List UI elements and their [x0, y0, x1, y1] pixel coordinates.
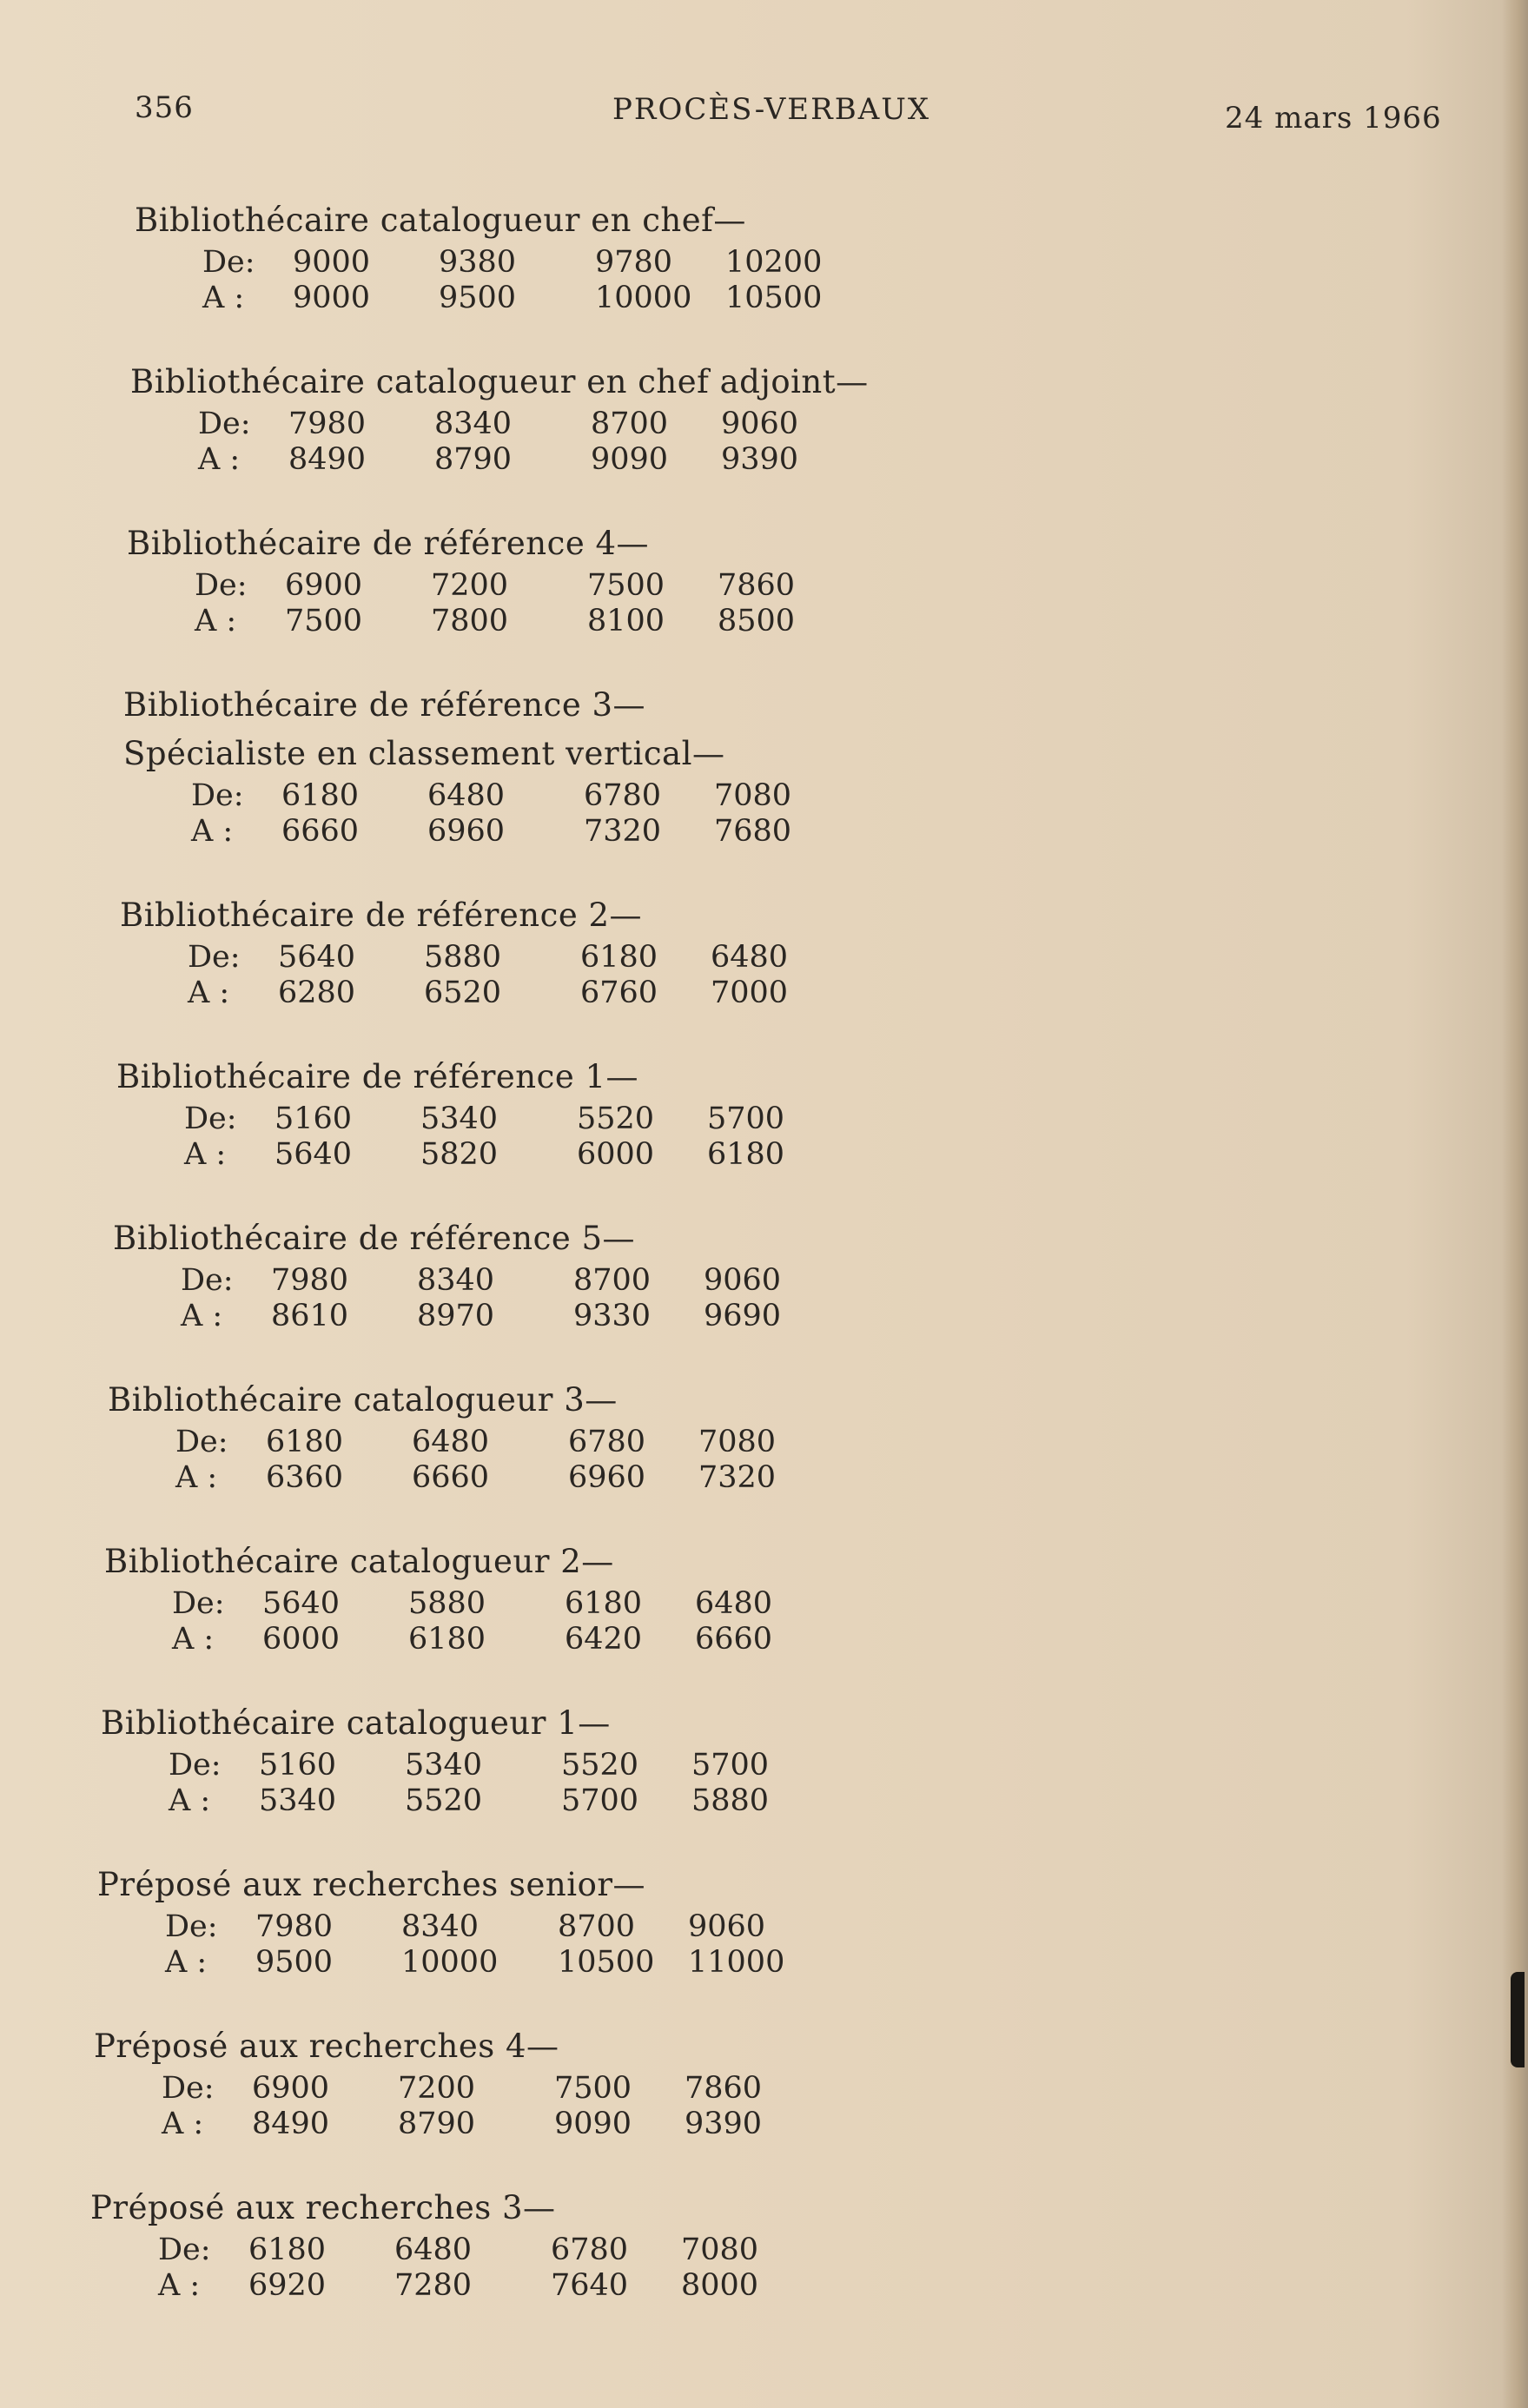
rate-value: 7680: [714, 814, 792, 849]
rate-row-to: [120, 976, 1528, 1011]
rate-value: 5880: [691, 1783, 770, 1818]
salary-entry: [120, 891, 1528, 1011]
rate-value: 7320: [584, 814, 662, 849]
rate-label: A :: [184, 1137, 227, 1172]
rate-value: 7000: [711, 976, 789, 1010]
rate-row-from: [97, 1909, 1528, 1945]
position-title: Spécialiste en classement vertical—: [123, 735, 725, 772]
rate-row-from: [116, 1101, 1528, 1137]
rate-row-to: [104, 1622, 1528, 1657]
position-title: Bibliothécaire de référence 4—: [127, 525, 650, 562]
page-header: [135, 85, 1455, 137]
rate-value: 6180: [565, 1586, 643, 1621]
salary-entry: [123, 681, 1528, 850]
rate-value: 6780: [551, 2233, 629, 2267]
rate-value: 6000: [262, 1622, 341, 1657]
rate-label: De:: [165, 1909, 218, 1944]
rate-value: 9330: [573, 1299, 652, 1333]
rate-value: 7640: [551, 2268, 629, 2303]
rate-value: 5700: [707, 1101, 785, 1136]
rate-label: De:: [181, 1263, 234, 1298]
rate-label: A :: [181, 1299, 223, 1333]
rate-label: De:: [162, 2071, 215, 2106]
rate-value: 7200: [431, 568, 509, 603]
rate-value: 6180: [248, 2233, 327, 2267]
rate-value: 6480: [394, 2233, 473, 2267]
rate-value: 6480: [695, 1586, 773, 1621]
rate-value: 5520: [405, 1783, 483, 1818]
rate-value: 6180: [580, 940, 658, 975]
rate-label: De:: [172, 1586, 225, 1621]
rate-value: 7860: [685, 2071, 763, 2106]
rate-value: 9060: [704, 1263, 782, 1298]
page-number: 356: [135, 90, 194, 125]
rate-value: 5820: [420, 1137, 499, 1172]
rate-value: 8490: [252, 2107, 330, 2141]
rate-label: A :: [158, 2268, 201, 2303]
rate-value: 5640: [278, 940, 356, 975]
rate-row-from: [108, 1425, 1528, 1460]
rate-row-to: [94, 2107, 1528, 2142]
rate-value: 6660: [281, 814, 360, 849]
rate-value: 9690: [704, 1299, 782, 1333]
rate-value: 5520: [577, 1101, 655, 1136]
rate-value: 7200: [398, 2071, 476, 2106]
rate-value: 5520: [561, 1748, 639, 1783]
rate-value: 6900: [285, 568, 363, 603]
rate-value: 8490: [288, 442, 367, 477]
rate-value: 6900: [252, 2071, 330, 2106]
position-title: Bibliothécaire catalogueur en chef adjoint—: [130, 363, 869, 400]
rate-value: 7320: [698, 1460, 777, 1495]
rate-value: 6780: [584, 778, 662, 813]
rate-label: A :: [172, 1622, 215, 1657]
salary-entry: [90, 2184, 1528, 2304]
rate-value: 10500: [725, 281, 823, 315]
rate-value: 7280: [394, 2268, 473, 2303]
rate-row-to: [127, 604, 1528, 639]
rate-value: 6660: [412, 1460, 490, 1495]
rate-value: 8970: [417, 1299, 495, 1333]
rate-value: 7500: [587, 568, 665, 603]
rate-row-to: [135, 281, 1528, 316]
rate-value: 9780: [595, 245, 673, 280]
position-title: Bibliothécaire catalogueur 2—: [104, 1543, 614, 1580]
rate-value: 7500: [285, 604, 363, 638]
rate-value: 7860: [718, 568, 796, 603]
rate-label: De:: [184, 1101, 237, 1136]
rate-value: 7980: [271, 1263, 349, 1298]
rate-row-from: [94, 2071, 1528, 2107]
salary-entry: [113, 1214, 1528, 1334]
salary-scale-list: [0, 196, 1528, 2345]
rate-value: 5880: [408, 1586, 486, 1621]
rate-label: A :: [162, 2107, 204, 2141]
rate-row-to: [101, 1783, 1528, 1819]
rate-value: 9090: [554, 2107, 632, 2141]
rate-value: 5160: [275, 1101, 353, 1136]
rate-label: A :: [198, 442, 241, 477]
rate-value: 6480: [412, 1425, 490, 1459]
rate-row-to: [90, 2268, 1528, 2304]
rate-value: 10200: [725, 245, 823, 280]
rate-value: 6180: [408, 1622, 486, 1657]
rate-row-from: [90, 2233, 1528, 2268]
rate-value: 6480: [711, 940, 789, 975]
rate-value: 5640: [262, 1586, 341, 1621]
position-title: Préposé aux recherches senior—: [97, 1866, 646, 1903]
rate-value: 8000: [681, 2268, 759, 2303]
rate-value: 9060: [688, 1909, 766, 1944]
rate-value: 5340: [259, 1783, 337, 1818]
rate-label: A :: [191, 814, 234, 849]
position-title: Bibliothécaire catalogueur 3—: [108, 1381, 618, 1419]
rate-value: 6960: [568, 1460, 646, 1495]
rate-label: De:: [191, 778, 244, 813]
rate-row-to: [116, 1137, 1528, 1173]
rate-value: 8700: [591, 407, 669, 441]
position-title: Bibliothécaire de référence 3—: [123, 686, 646, 724]
rate-value: 6920: [248, 2268, 327, 2303]
rate-value: 5700: [691, 1748, 770, 1783]
rate-label: De:: [175, 1425, 228, 1459]
rate-value: 7080: [698, 1425, 777, 1459]
rate-value: 8700: [558, 1909, 636, 1944]
rate-value: 6520: [424, 976, 502, 1010]
rate-value: 9000: [293, 281, 371, 315]
position-title: Bibliothécaire catalogueur en chef—: [135, 202, 746, 239]
rate-value: 6000: [577, 1137, 655, 1172]
rate-label: A :: [175, 1460, 218, 1495]
rate-row-to: [97, 1945, 1528, 1981]
rate-value: 8790: [398, 2107, 476, 2141]
rate-value: 6960: [427, 814, 506, 849]
header-date: 24 mars 1966: [1225, 101, 1442, 136]
rate-row-from: [104, 1586, 1528, 1622]
salary-entry: [94, 2022, 1528, 2142]
rate-row-from: [130, 407, 1528, 442]
rate-value: 6360: [266, 1460, 344, 1495]
position-title: Bibliothécaire de référence 2—: [120, 896, 643, 934]
rate-value: 7500: [554, 2071, 632, 2106]
rate-value: 5640: [275, 1137, 353, 1172]
rate-value: 8610: [271, 1299, 349, 1333]
rate-value: 5700: [561, 1783, 639, 1818]
rate-row-to: [113, 1299, 1528, 1334]
salary-entry: [130, 358, 1528, 478]
rate-value: 5340: [420, 1101, 499, 1136]
rate-value: 7980: [288, 407, 367, 441]
rate-row-to: [108, 1460, 1528, 1496]
rate-value: 7080: [714, 778, 792, 813]
rate-label: De:: [169, 1748, 222, 1783]
rate-value: 9500: [255, 1945, 334, 1980]
rate-value: 8340: [417, 1263, 495, 1298]
rate-label: A :: [169, 1783, 211, 1818]
salary-entry: [116, 1053, 1528, 1173]
position-title: Préposé aux recherches 4—: [94, 2028, 559, 2065]
salary-entry: [101, 1699, 1528, 1819]
rate-value: 6180: [266, 1425, 344, 1459]
rate-label: De:: [188, 940, 241, 975]
position-title: Bibliothécaire de référence 1—: [116, 1058, 639, 1095]
rate-value: 10500: [558, 1945, 655, 1980]
rate-value: 6420: [565, 1622, 643, 1657]
rate-label: A :: [165, 1945, 208, 1980]
rate-value: 6780: [568, 1425, 646, 1459]
rate-label: De:: [195, 568, 248, 603]
rate-value: 8500: [718, 604, 796, 638]
rate-value: 6180: [707, 1137, 785, 1172]
rate-label: De:: [158, 2233, 211, 2267]
position-title: Bibliothécaire de référence 5—: [113, 1220, 636, 1257]
rate-value: 9500: [439, 281, 517, 315]
rate-value: 8340: [434, 407, 513, 441]
rate-value: 6280: [278, 976, 356, 1010]
rate-label: De:: [202, 245, 255, 280]
rate-row-from: [123, 778, 1528, 814]
rate-value: 10000: [401, 1945, 499, 1980]
rate-value: 9000: [293, 245, 371, 280]
rate-value: 5340: [405, 1748, 483, 1783]
running-title: PROCÈS-VERBAUX: [612, 92, 931, 127]
rate-value: 9380: [439, 245, 517, 280]
rate-value: 9390: [721, 442, 799, 477]
rate-value: 6480: [427, 778, 506, 813]
rate-value: 10000: [595, 281, 692, 315]
salary-entry: [108, 1376, 1528, 1496]
rate-row-to: [130, 442, 1528, 478]
rate-label: A :: [202, 281, 245, 315]
rate-row-from: [120, 940, 1528, 976]
rate-value: 5880: [424, 940, 502, 975]
salary-entry: [104, 1538, 1528, 1657]
rate-label: De:: [198, 407, 251, 441]
rate-label: A :: [195, 604, 237, 638]
rate-row-from: [135, 245, 1528, 281]
rate-label: A :: [188, 976, 230, 1010]
rate-value: 6760: [580, 976, 658, 1010]
rate-value: 9090: [591, 442, 669, 477]
rate-row-to: [123, 814, 1528, 850]
rate-value: 5160: [259, 1748, 337, 1783]
salary-entry: [135, 196, 1528, 316]
rate-value: 9390: [685, 2107, 763, 2141]
rate-row-from: [101, 1748, 1528, 1783]
position-title: Préposé aux recherches 3—: [90, 2189, 556, 2226]
rate-row-from: [113, 1263, 1528, 1299]
rate-value: 7800: [431, 604, 509, 638]
rate-value: 9060: [721, 407, 799, 441]
rate-value: 6180: [281, 778, 360, 813]
salary-entry: [127, 519, 1528, 639]
rate-value: 6660: [695, 1622, 773, 1657]
rate-value: 8790: [434, 442, 513, 477]
rate-value: 8100: [587, 604, 665, 638]
position-title: Bibliothécaire catalogueur 1—: [101, 1704, 611, 1742]
rate-value: 8340: [401, 1909, 480, 1944]
rate-value: 8700: [573, 1263, 652, 1298]
rate-value: 7980: [255, 1909, 334, 1944]
rate-value: 11000: [688, 1945, 785, 1980]
salary-entry: [97, 1861, 1528, 1981]
rate-value: 7080: [681, 2233, 759, 2267]
rate-row-from: [127, 568, 1528, 604]
